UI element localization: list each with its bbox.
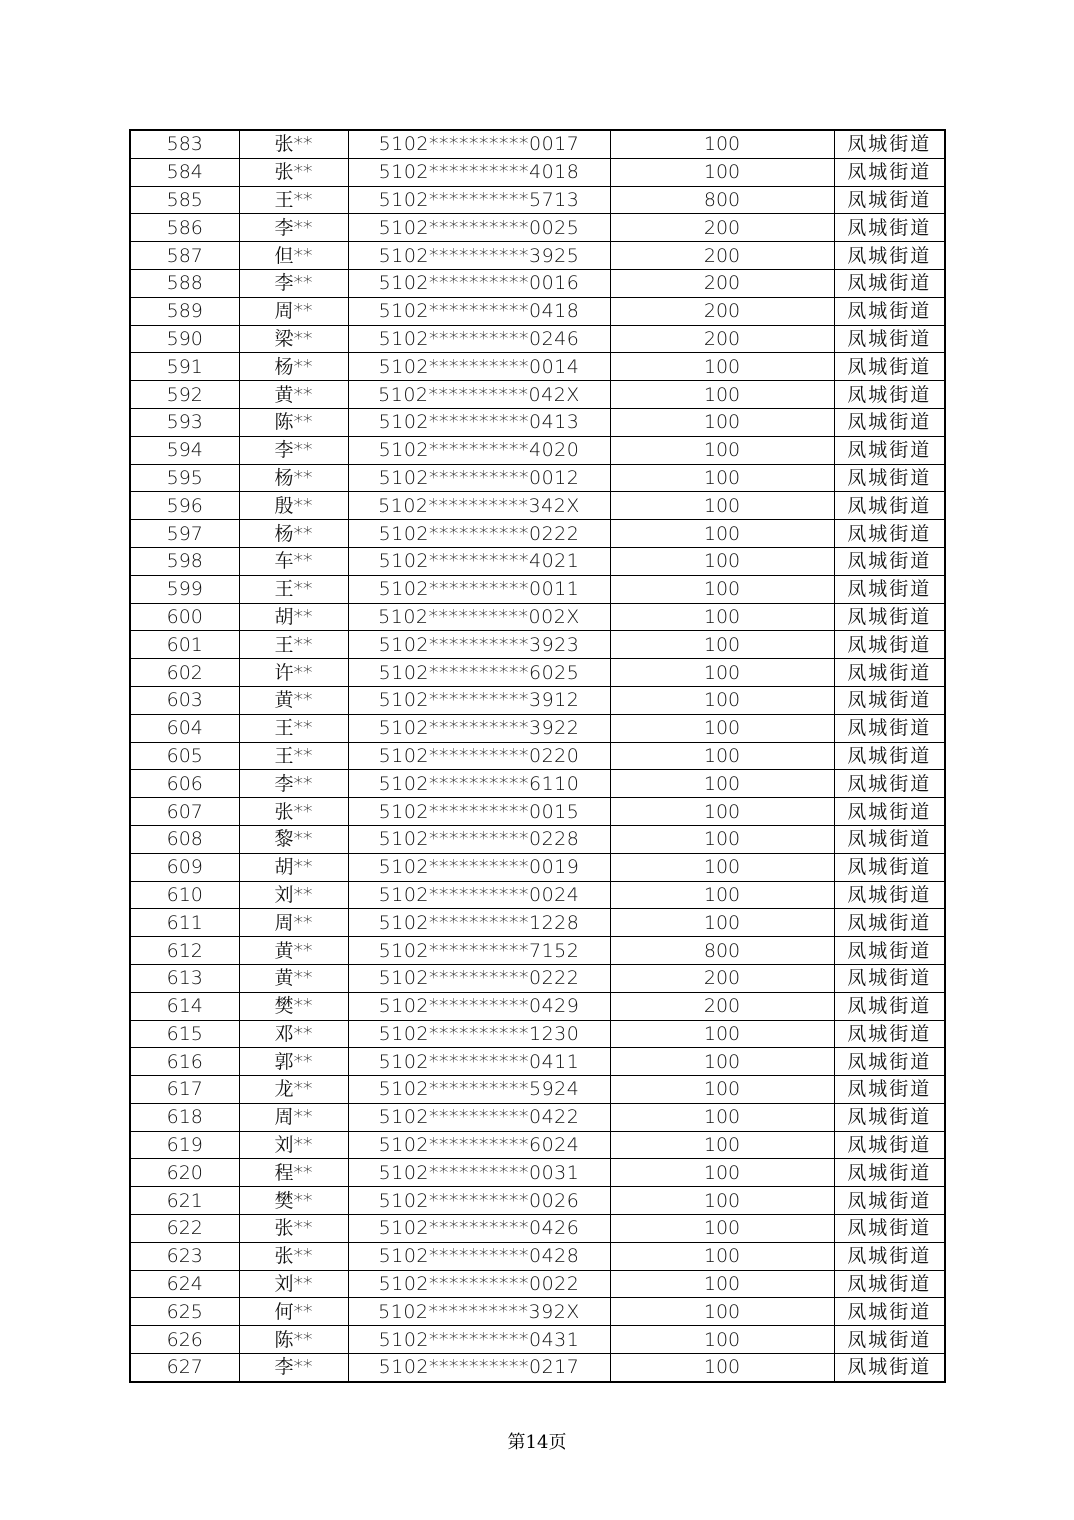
- cell-serial-number: 617: [130, 1076, 239, 1104]
- cell-subdistrict: 凤城街道: [834, 742, 945, 770]
- cell-serial-number: 615: [130, 1020, 239, 1048]
- table-row: [130, 881, 945, 909]
- cell-name: 陈**: [239, 1326, 348, 1354]
- cell-name: 程**: [239, 1159, 348, 1187]
- cell-name: 邓**: [239, 1020, 348, 1048]
- cell-name: 张**: [239, 1215, 348, 1243]
- cell-id-number: 5102**********0228: [348, 825, 610, 853]
- cell-amount: 200: [610, 297, 834, 325]
- cell-serial-number: 620: [130, 1159, 239, 1187]
- cell-subdistrict: 凤城街道: [834, 325, 945, 353]
- cell-subdistrict: 凤城街道: [834, 353, 945, 381]
- cell-subdistrict: 凤城街道: [834, 1020, 945, 1048]
- cell-id-number: 5102**********0016: [348, 269, 610, 297]
- cell-id-number: 5102**********0246: [348, 325, 610, 353]
- cell-id-number: 5102**********5924: [348, 1076, 610, 1104]
- cell-name: 何**: [239, 1298, 348, 1326]
- cell-name: 杨**: [239, 353, 348, 381]
- cell-subdistrict: 凤城街道: [834, 631, 945, 659]
- cell-id-number: 5102**********0431: [348, 1326, 610, 1354]
- cell-name: 王**: [239, 714, 348, 742]
- cell-amount: 100: [610, 408, 834, 436]
- cell-serial-number: 608: [130, 825, 239, 853]
- cell-amount: 100: [610, 547, 834, 575]
- page-number: 第14页: [507, 1432, 567, 1453]
- cell-subdistrict: 凤城街道: [834, 492, 945, 520]
- cell-amount: 100: [610, 492, 834, 520]
- cell-amount: 100: [610, 158, 834, 186]
- cell-id-number: 5102**********0413: [348, 408, 610, 436]
- cell-name: 郭**: [239, 1048, 348, 1076]
- cell-serial-number: 601: [130, 631, 239, 659]
- cell-id-number: 5102**********0019: [348, 853, 610, 881]
- roster-table: [129, 129, 946, 1383]
- cell-serial-number: 619: [130, 1131, 239, 1159]
- cell-id-number: 5102**********042X: [348, 381, 610, 409]
- cell-serial-number: 596: [130, 492, 239, 520]
- cell-amount: 100: [610, 1270, 834, 1298]
- cell-amount: 100: [610, 603, 834, 631]
- cell-amount: 100: [610, 770, 834, 798]
- cell-serial-number: 597: [130, 520, 239, 548]
- cell-amount: 100: [610, 130, 834, 158]
- cell-serial-number: 600: [130, 603, 239, 631]
- cell-name: 张**: [239, 1242, 348, 1270]
- cell-subdistrict: 凤城街道: [834, 297, 945, 325]
- cell-serial-number: 611: [130, 909, 239, 937]
- cell-name: 王**: [239, 631, 348, 659]
- cell-subdistrict: 凤城街道: [834, 158, 945, 186]
- cell-id-number: 5102**********0217: [348, 1354, 610, 1382]
- cell-amount: 800: [610, 186, 834, 214]
- table-row: [130, 269, 945, 297]
- cell-id-number: 5102**********392X: [348, 1298, 610, 1326]
- roster-table-body: [130, 130, 945, 1382]
- cell-name: 张**: [239, 798, 348, 826]
- cell-subdistrict: 凤城街道: [834, 1131, 945, 1159]
- cell-serial-number: 612: [130, 937, 239, 965]
- cell-amount: 200: [610, 242, 834, 270]
- cell-amount: 100: [610, 798, 834, 826]
- cell-serial-number: 583: [130, 130, 239, 158]
- cell-amount: 200: [610, 325, 834, 353]
- cell-id-number: 5102**********0411: [348, 1048, 610, 1076]
- cell-amount: 100: [610, 1159, 834, 1187]
- table-row: [130, 1354, 945, 1382]
- cell-id-number: 5102**********0022: [348, 1270, 610, 1298]
- cell-id-number: 5102**********0024: [348, 881, 610, 909]
- cell-amount: 100: [610, 520, 834, 548]
- cell-amount: 100: [610, 1020, 834, 1048]
- cell-id-number: 5102**********0429: [348, 992, 610, 1020]
- cell-serial-number: 627: [130, 1354, 239, 1382]
- cell-serial-number: 613: [130, 964, 239, 992]
- cell-subdistrict: 凤城街道: [834, 1048, 945, 1076]
- cell-subdistrict: 凤城街道: [834, 853, 945, 881]
- cell-serial-number: 618: [130, 1103, 239, 1131]
- cell-amount: 100: [610, 631, 834, 659]
- cell-name: 龙**: [239, 1076, 348, 1104]
- table-row: [130, 436, 945, 464]
- cell-name: 黄**: [239, 937, 348, 965]
- cell-id-number: 5102**********3922: [348, 714, 610, 742]
- cell-serial-number: 587: [130, 242, 239, 270]
- cell-id-number: 5102**********0428: [348, 1242, 610, 1270]
- cell-serial-number: 585: [130, 186, 239, 214]
- cell-serial-number: 590: [130, 325, 239, 353]
- cell-amount: 100: [610, 742, 834, 770]
- cell-amount: 200: [610, 269, 834, 297]
- cell-name: 樊**: [239, 992, 348, 1020]
- cell-subdistrict: 凤城街道: [834, 1270, 945, 1298]
- cell-amount: 100: [610, 575, 834, 603]
- cell-amount: 200: [610, 214, 834, 242]
- cell-subdistrict: 凤城街道: [834, 714, 945, 742]
- cell-serial-number: 610: [130, 881, 239, 909]
- cell-serial-number: 625: [130, 1298, 239, 1326]
- cell-amount: 100: [610, 436, 834, 464]
- cell-serial-number: 599: [130, 575, 239, 603]
- table-row: [130, 853, 945, 881]
- cell-id-number: 5102**********1228: [348, 909, 610, 937]
- cell-id-number: 5102**********5713: [348, 186, 610, 214]
- cell-name: 刘**: [239, 881, 348, 909]
- cell-name: 周**: [239, 909, 348, 937]
- cell-subdistrict: 凤城街道: [834, 798, 945, 826]
- cell-name: 但**: [239, 242, 348, 270]
- cell-serial-number: 593: [130, 408, 239, 436]
- table-row: [130, 1298, 945, 1326]
- cell-name: 周**: [239, 297, 348, 325]
- cell-subdistrict: 凤城街道: [834, 547, 945, 575]
- cell-name: 李**: [239, 1354, 348, 1382]
- cell-name: 胡**: [239, 853, 348, 881]
- table-row: [130, 1020, 945, 1048]
- cell-subdistrict: 凤城街道: [834, 130, 945, 158]
- table-row: [130, 937, 945, 965]
- cell-serial-number: 622: [130, 1215, 239, 1243]
- cell-name: 李**: [239, 436, 348, 464]
- cell-name: 周**: [239, 1103, 348, 1131]
- table-row: [130, 659, 945, 687]
- cell-subdistrict: 凤城街道: [834, 881, 945, 909]
- cell-id-number: 5102**********002X: [348, 603, 610, 631]
- table-row: [130, 325, 945, 353]
- cell-name: 王**: [239, 742, 348, 770]
- cell-subdistrict: 凤城街道: [834, 825, 945, 853]
- table-row: [130, 964, 945, 992]
- cell-amount: 100: [610, 464, 834, 492]
- cell-subdistrict: 凤城街道: [834, 269, 945, 297]
- cell-serial-number: 604: [130, 714, 239, 742]
- cell-id-number: 5102**********0418: [348, 297, 610, 325]
- table-row: [130, 1215, 945, 1243]
- cell-subdistrict: 凤城街道: [834, 1354, 945, 1382]
- table-row: [130, 798, 945, 826]
- cell-name: 黄**: [239, 686, 348, 714]
- cell-amount: 100: [610, 353, 834, 381]
- cell-serial-number: 589: [130, 297, 239, 325]
- cell-serial-number: 607: [130, 798, 239, 826]
- cell-id-number: 5102**********0025: [348, 214, 610, 242]
- cell-subdistrict: 凤城街道: [834, 1215, 945, 1243]
- table-row: [130, 825, 945, 853]
- table-row: [130, 992, 945, 1020]
- cell-subdistrict: 凤城街道: [834, 1242, 945, 1270]
- cell-serial-number: 609: [130, 853, 239, 881]
- cell-amount: 200: [610, 992, 834, 1020]
- cell-serial-number: 603: [130, 686, 239, 714]
- cell-id-number: 5102**********0222: [348, 964, 610, 992]
- cell-amount: 800: [610, 937, 834, 965]
- cell-id-number: 5102**********0220: [348, 742, 610, 770]
- cell-serial-number: 598: [130, 547, 239, 575]
- table-row: [130, 770, 945, 798]
- cell-id-number: 5102**********1230: [348, 1020, 610, 1048]
- cell-name: 黄**: [239, 381, 348, 409]
- table-row: [130, 1242, 945, 1270]
- cell-id-number: 5102**********0011: [348, 575, 610, 603]
- cell-id-number: 5102**********342X: [348, 492, 610, 520]
- cell-amount: 100: [610, 881, 834, 909]
- cell-id-number: 5102**********0014: [348, 353, 610, 381]
- cell-name: 车**: [239, 547, 348, 575]
- cell-amount: 100: [610, 659, 834, 687]
- table-row: [130, 130, 945, 158]
- cell-subdistrict: 凤城街道: [834, 520, 945, 548]
- cell-subdistrict: 凤城街道: [834, 659, 945, 687]
- cell-serial-number: 626: [130, 1326, 239, 1354]
- cell-amount: 100: [610, 1048, 834, 1076]
- cell-serial-number: 605: [130, 742, 239, 770]
- cell-id-number: 5102**********4020: [348, 436, 610, 464]
- cell-serial-number: 591: [130, 353, 239, 381]
- cell-name: 王**: [239, 186, 348, 214]
- cell-name: 张**: [239, 158, 348, 186]
- cell-amount: 100: [610, 686, 834, 714]
- cell-id-number: 5102**********3923: [348, 631, 610, 659]
- cell-serial-number: 614: [130, 992, 239, 1020]
- cell-name: 陈**: [239, 408, 348, 436]
- cell-amount: 100: [610, 1298, 834, 1326]
- cell-id-number: 5102**********6110: [348, 770, 610, 798]
- cell-id-number: 5102**********4018: [348, 158, 610, 186]
- cell-amount: 100: [610, 909, 834, 937]
- cell-serial-number: 594: [130, 436, 239, 464]
- cell-serial-number: 588: [130, 269, 239, 297]
- cell-serial-number: 624: [130, 1270, 239, 1298]
- cell-subdistrict: 凤城街道: [834, 937, 945, 965]
- table-row: [130, 631, 945, 659]
- table-row: [130, 742, 945, 770]
- table-row: [130, 520, 945, 548]
- cell-name: 杨**: [239, 464, 348, 492]
- cell-id-number: 5102**********0017: [348, 130, 610, 158]
- cell-id-number: 5102**********4021: [348, 547, 610, 575]
- table-row: [130, 1270, 945, 1298]
- cell-subdistrict: 凤城街道: [834, 1103, 945, 1131]
- cell-serial-number: 623: [130, 1242, 239, 1270]
- cell-id-number: 5102**********0012: [348, 464, 610, 492]
- cell-subdistrict: 凤城街道: [834, 686, 945, 714]
- cell-subdistrict: 凤城街道: [834, 1076, 945, 1104]
- cell-id-number: 5102**********0031: [348, 1159, 610, 1187]
- table-row: [130, 1187, 945, 1215]
- table-row: [130, 909, 945, 937]
- table-row: [130, 381, 945, 409]
- cell-amount: 100: [610, 1215, 834, 1243]
- cell-amount: 100: [610, 1103, 834, 1131]
- cell-amount: 100: [610, 381, 834, 409]
- table-row: [130, 158, 945, 186]
- cell-subdistrict: 凤城街道: [834, 603, 945, 631]
- table-row: [130, 408, 945, 436]
- cell-name: 樊**: [239, 1187, 348, 1215]
- cell-subdistrict: 凤城街道: [834, 464, 945, 492]
- cell-subdistrict: 凤城街道: [834, 1298, 945, 1326]
- cell-id-number: 5102**********0426: [348, 1215, 610, 1243]
- cell-name: 梁**: [239, 325, 348, 353]
- table-row: [130, 297, 945, 325]
- cell-subdistrict: 凤城街道: [834, 186, 945, 214]
- cell-subdistrict: 凤城街道: [834, 408, 945, 436]
- cell-name: 李**: [239, 214, 348, 242]
- cell-id-number: 5102**********3925: [348, 242, 610, 270]
- cell-serial-number: 584: [130, 158, 239, 186]
- cell-name: 黎**: [239, 825, 348, 853]
- cell-id-number: 5102**********0222: [348, 520, 610, 548]
- cell-id-number: 5102**********6025: [348, 659, 610, 687]
- table-row: [130, 1326, 945, 1354]
- cell-subdistrict: 凤城街道: [834, 1326, 945, 1354]
- cell-subdistrict: 凤城街道: [834, 1187, 945, 1215]
- cell-id-number: 5102**********3912: [348, 686, 610, 714]
- cell-serial-number: 606: [130, 770, 239, 798]
- table-row: [130, 1076, 945, 1104]
- cell-amount: 200: [610, 964, 834, 992]
- table-row: [130, 1131, 945, 1159]
- cell-subdistrict: 凤城街道: [834, 964, 945, 992]
- cell-amount: 100: [610, 1242, 834, 1270]
- cell-amount: 100: [610, 1187, 834, 1215]
- cell-subdistrict: 凤城街道: [834, 909, 945, 937]
- table-row: [130, 353, 945, 381]
- cell-name: 黄**: [239, 964, 348, 992]
- cell-name: 李**: [239, 269, 348, 297]
- table-row: [130, 1048, 945, 1076]
- cell-name: 刘**: [239, 1131, 348, 1159]
- cell-amount: 100: [610, 825, 834, 853]
- table-row: [130, 575, 945, 603]
- cell-name: 张**: [239, 130, 348, 158]
- table-row: [130, 1159, 945, 1187]
- cell-name: 许**: [239, 659, 348, 687]
- cell-amount: 100: [610, 1131, 834, 1159]
- cell-id-number: 5102**********6024: [348, 1131, 610, 1159]
- cell-subdistrict: 凤城街道: [834, 436, 945, 464]
- cell-subdistrict: 凤城街道: [834, 992, 945, 1020]
- cell-amount: 100: [610, 1354, 834, 1382]
- table-row: [130, 214, 945, 242]
- table-row: [130, 714, 945, 742]
- cell-name: 杨**: [239, 520, 348, 548]
- cell-name: 胡**: [239, 603, 348, 631]
- cell-subdistrict: 凤城街道: [834, 770, 945, 798]
- cell-subdistrict: 凤城街道: [834, 575, 945, 603]
- cell-serial-number: 592: [130, 381, 239, 409]
- table-row: [130, 547, 945, 575]
- table-row: [130, 242, 945, 270]
- cell-amount: 100: [610, 1326, 834, 1354]
- cell-amount: 100: [610, 1076, 834, 1104]
- cell-id-number: 5102**********0422: [348, 1103, 610, 1131]
- cell-name: 殷**: [239, 492, 348, 520]
- cell-amount: 100: [610, 714, 834, 742]
- cell-subdistrict: 凤城街道: [834, 214, 945, 242]
- cell-serial-number: 616: [130, 1048, 239, 1076]
- cell-id-number: 5102**********0015: [348, 798, 610, 826]
- cell-id-number: 5102**********0026: [348, 1187, 610, 1215]
- table-row: [130, 686, 945, 714]
- cell-id-number: 5102**********7152: [348, 937, 610, 965]
- table-row: [130, 492, 945, 520]
- cell-serial-number: 595: [130, 464, 239, 492]
- cell-subdistrict: 凤城街道: [834, 1159, 945, 1187]
- cell-subdistrict: 凤城街道: [834, 381, 945, 409]
- cell-amount: 100: [610, 853, 834, 881]
- table-row: [130, 603, 945, 631]
- cell-name: 李**: [239, 770, 348, 798]
- cell-subdistrict: 凤城街道: [834, 242, 945, 270]
- table-row: [130, 1103, 945, 1131]
- cell-serial-number: 621: [130, 1187, 239, 1215]
- cell-name: 王**: [239, 575, 348, 603]
- table-row: [130, 464, 945, 492]
- cell-name: 刘**: [239, 1270, 348, 1298]
- table-row: [130, 186, 945, 214]
- cell-serial-number: 586: [130, 214, 239, 242]
- cell-serial-number: 602: [130, 659, 239, 687]
